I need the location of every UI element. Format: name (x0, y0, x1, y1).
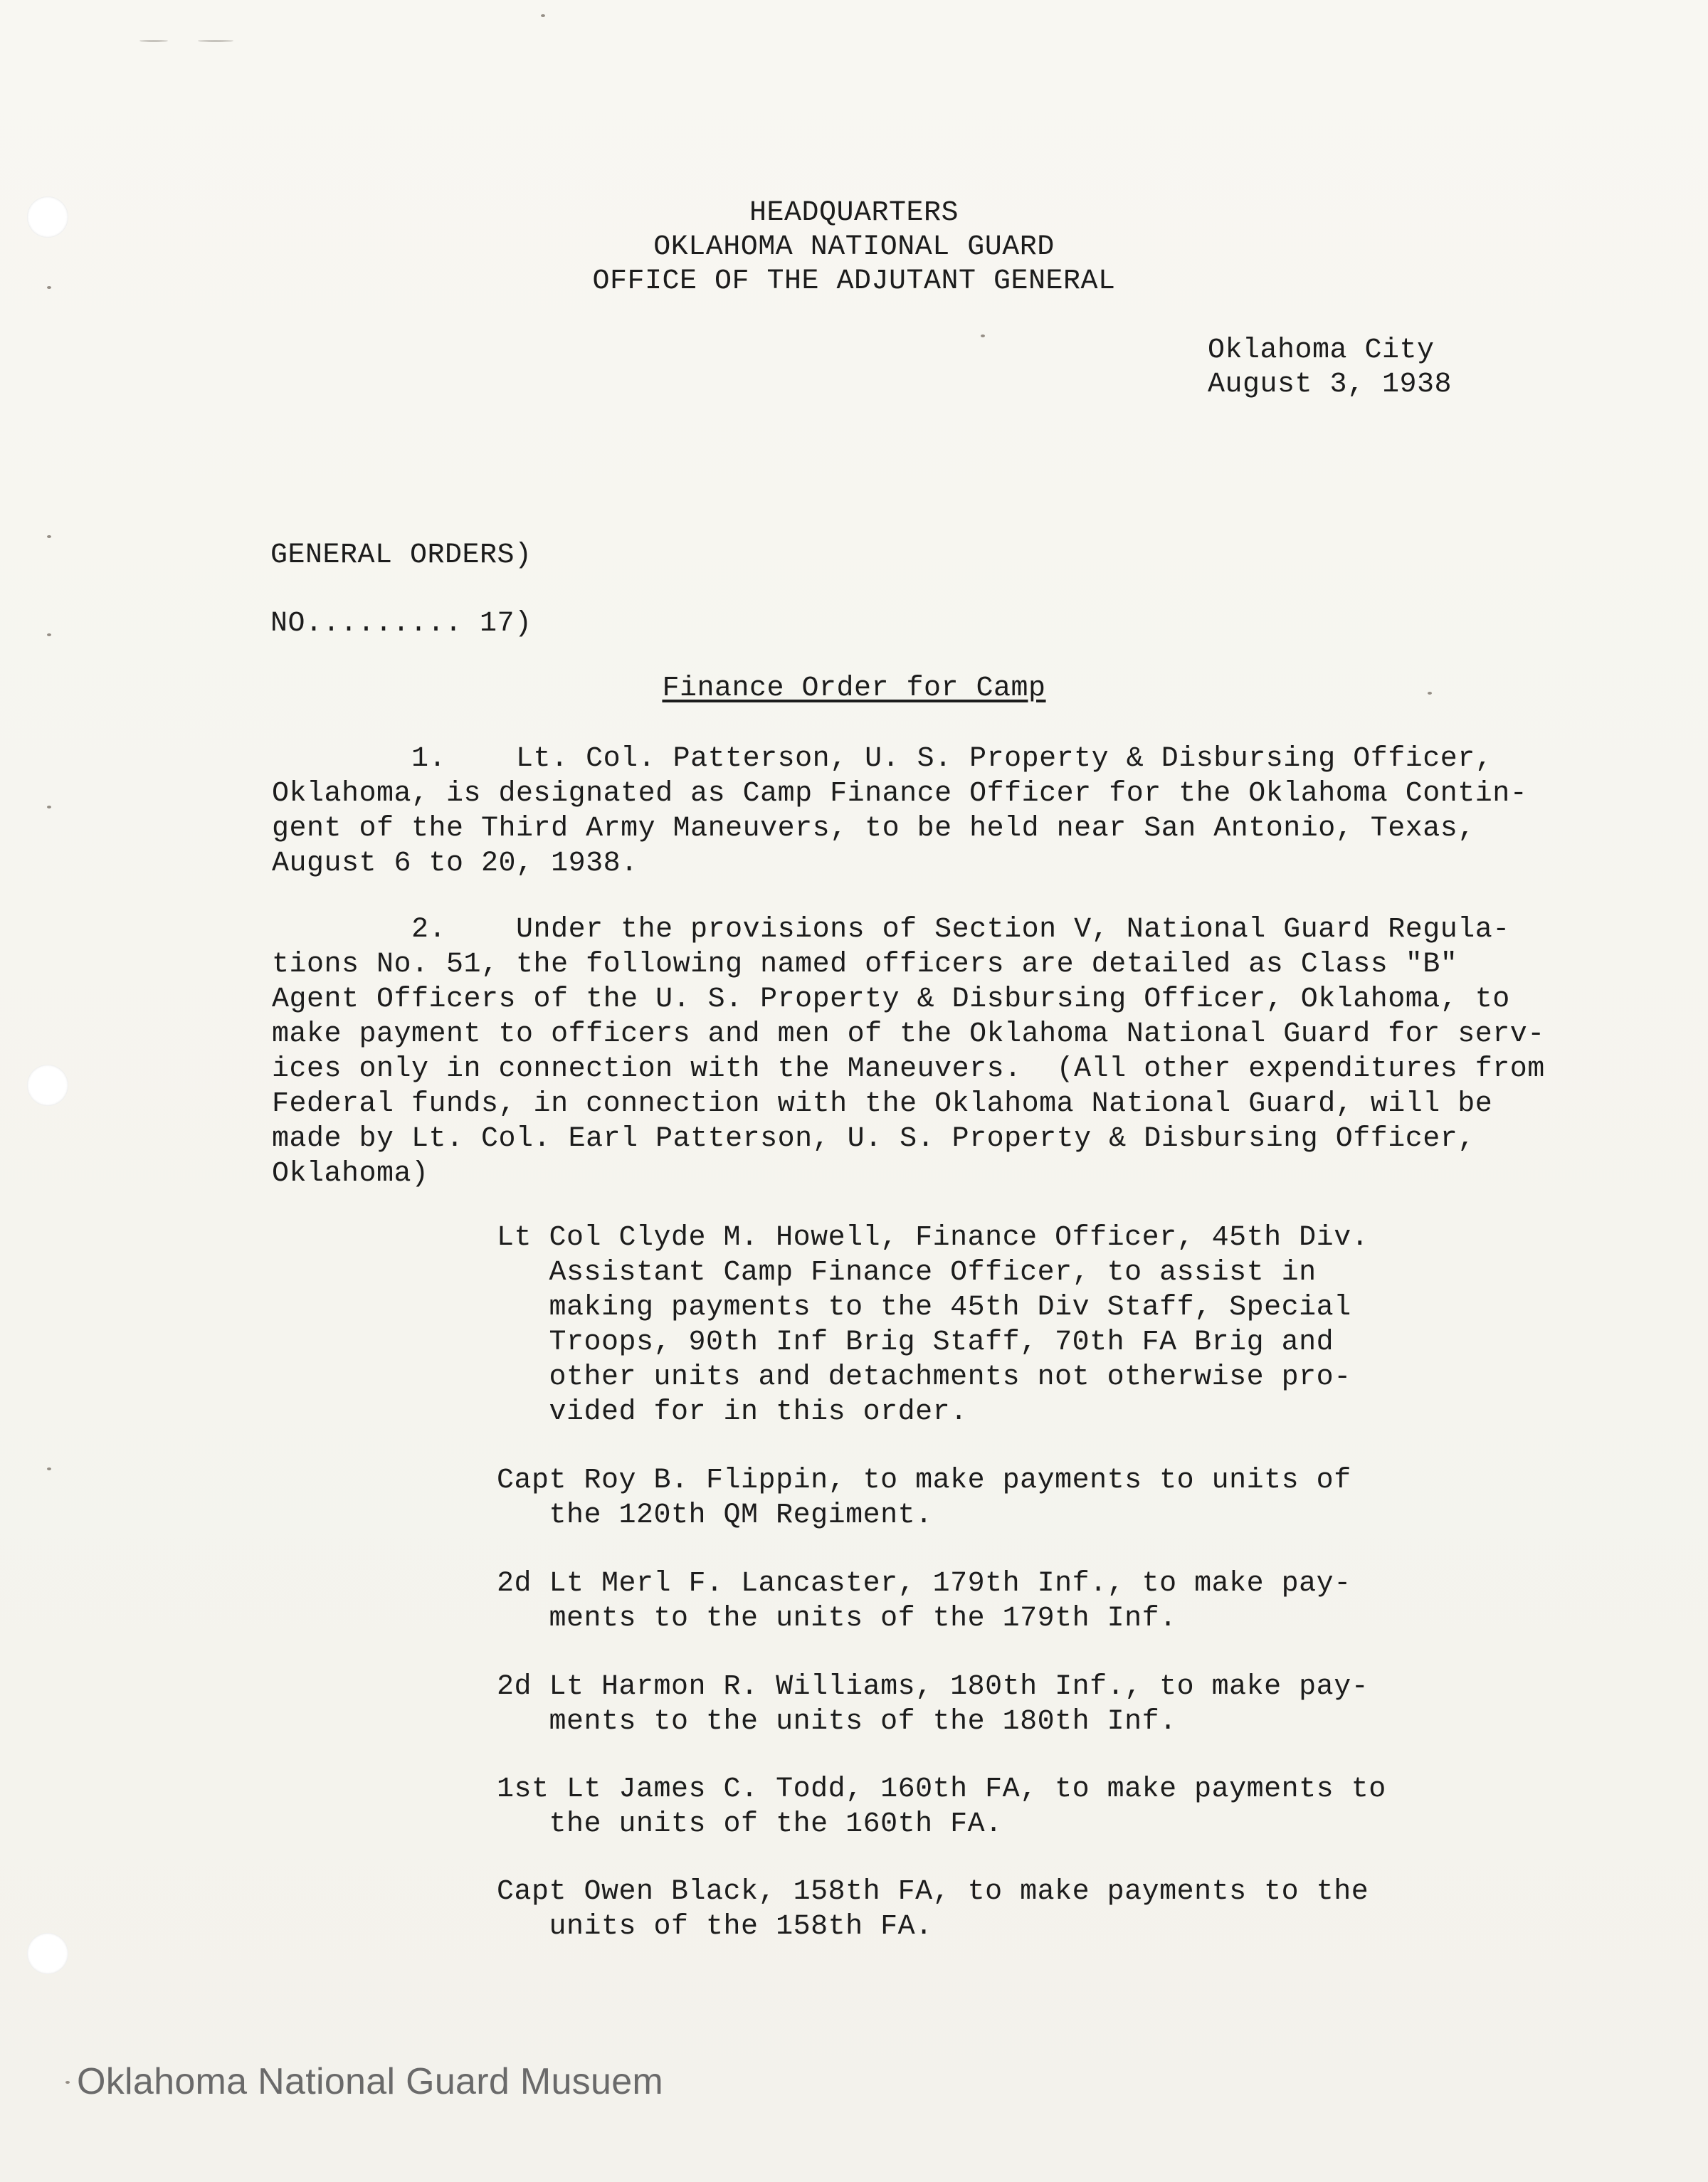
officer-line: other units and detachments not otherwise pro- (497, 1361, 1351, 1393)
paper-speck (47, 1467, 51, 1470)
paper-speck (65, 2081, 70, 2084)
paragraph-line: 1. Lt. Col. Patterson, U. S. Property & Disbursing Officer, (272, 743, 1493, 775)
paper-speck (47, 806, 51, 808)
paragraph-line: tions No. 51, the following named officers are detailed as Class "B" (272, 949, 1458, 981)
binder-hole-bottom (27, 1933, 68, 1974)
paper-speck (541, 14, 545, 17)
paragraph-line: Oklahoma) (272, 1158, 429, 1190)
officer-line: ments to the units of the 180th Inf. (497, 1706, 1177, 1738)
officer-line: 2d Lt Merl F. Lancaster, 179th Inf., to make pay- (497, 1568, 1351, 1600)
place-date: August 3, 1938 (1208, 369, 1453, 401)
paper-speck (198, 40, 233, 42)
paragraph-line: 2. Under the provisions of Section V, National Guard Regula- (272, 914, 1510, 946)
paragraph-line: Agent Officers of the U. S. Property & Disbursing Officer, Oklahoma, to (272, 984, 1510, 1016)
officer-entry-williams (497, 1670, 1369, 1739)
paragraph-line: made by Lt. Col. Earl Patterson, U. S. Property & Disbursing Officer, (272, 1123, 1475, 1155)
paragraph-1 (272, 742, 1527, 881)
officer-line: units of the 158th FA. (497, 1911, 933, 1943)
paragraph-line: make payment to officers and men of the Oklahoma National Guard for serv- (272, 1018, 1545, 1050)
museum-watermark: Oklahoma National Guard Musuem (77, 2061, 664, 2102)
place-city: Oklahoma City (1208, 334, 1435, 367)
paragraph-line: ices only in connection with the Maneuvers. (All other expenditures from (272, 1053, 1545, 1085)
header-line-2: OKLAHOMA NATIONAL GUARD (653, 231, 1055, 263)
officer-line: 1st Lt James C. Todd, 160th FA, to make payments to (497, 1773, 1386, 1806)
paragraph-line: gent of the Third Army Maneuvers, to be held near San Antonio, Texas, (272, 813, 1475, 845)
paragraph-line: Oklahoma, is designated as Camp Finance Officer for the Oklahoma Contin- (272, 778, 1528, 810)
officer-entry-black (497, 1875, 1369, 1944)
paper-speck (139, 40, 168, 42)
order-title: Finance Order for Camp (662, 673, 1046, 705)
officer-entry-todd (497, 1772, 1386, 1842)
officer-line: making payments to the 45th Div Staff, Special (497, 1292, 1351, 1324)
paper-speck (47, 535, 51, 538)
paragraph-line: August 6 to 20, 1938. (272, 848, 638, 880)
officer-entry-flippin (497, 1463, 1351, 1533)
officer-line: Troops, 90th Inf Brig Staff, 70th FA Brig and (497, 1327, 1334, 1359)
officer-line: 2d Lt Harmon R. Williams, 180th Inf., to make pay- (497, 1671, 1369, 1703)
paper-speck (47, 633, 51, 636)
officer-line: the units of the 160th FA. (497, 1808, 1003, 1840)
binder-hole-middle (27, 1065, 68, 1106)
officer-line: Lt Col Clyde M. Howell, Finance Officer, 45th Div. (497, 1222, 1369, 1254)
officer-line: the 120th QM Regiment. (497, 1500, 933, 1532)
general-orders-number: NO......... 17) (270, 608, 532, 640)
header-line-3: OFFICE OF THE ADJUTANT GENERAL (592, 265, 1116, 297)
officer-line: Capt Roy B. Flippin, to make payments to units of (497, 1465, 1351, 1497)
officer-line: ments to the units of the 179th Inf. (497, 1603, 1177, 1635)
officer-line: vided for in this order. (497, 1396, 968, 1428)
paragraph-2 (272, 912, 1545, 1191)
officer-entry-howell (497, 1221, 1369, 1430)
general-orders-label: GENERAL ORDERS) (270, 539, 532, 571)
officer-entry-lancaster (497, 1566, 1351, 1636)
paper-speck (981, 334, 985, 337)
officer-line: Capt Owen Black, 158th FA, to make payments to the (497, 1876, 1369, 1908)
officer-line: Assistant Camp Finance Officer, to assist in (497, 1257, 1317, 1289)
paragraph-line: Federal funds, in connection with the Oklahoma National Guard, will be (272, 1088, 1493, 1120)
header-line-1: HEADQUARTERS (749, 197, 959, 229)
